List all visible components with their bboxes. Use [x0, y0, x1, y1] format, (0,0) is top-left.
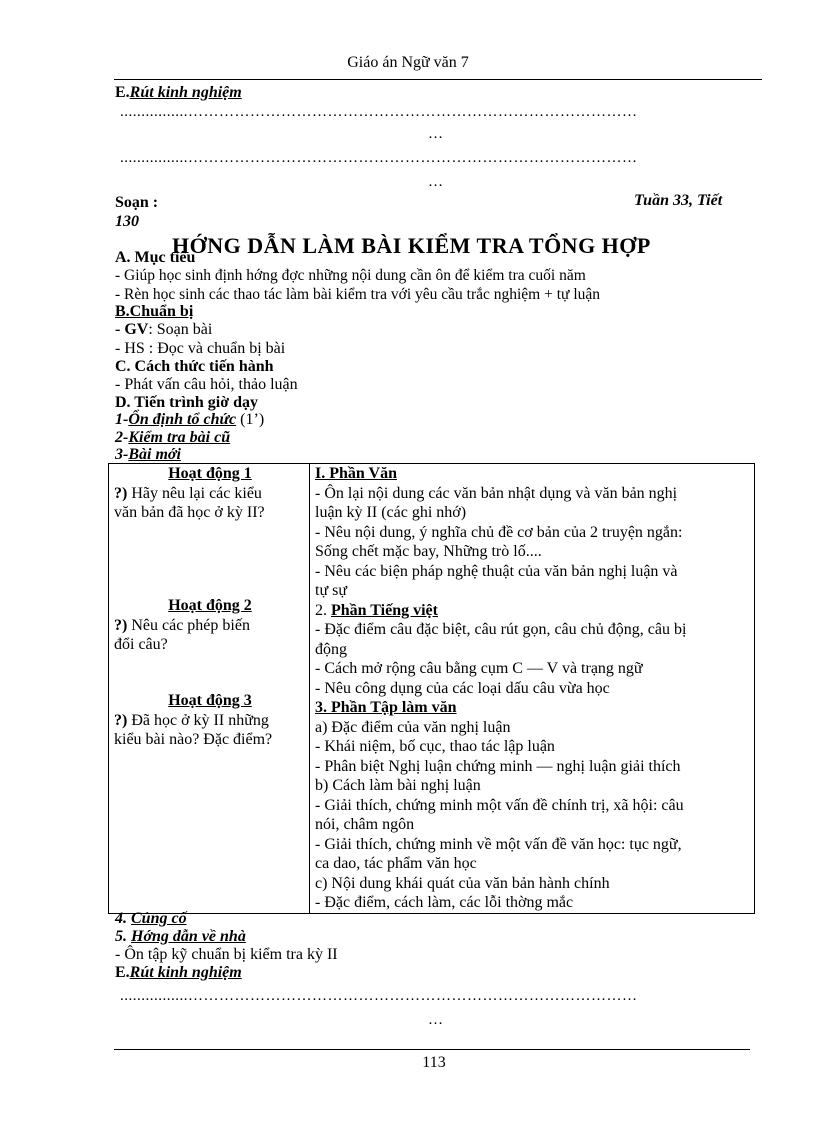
part-1-line-3: - Nêu nội dung, ý nghĩa chủ đề cơ bản của 2 truyện ngắn:: [315, 523, 683, 541]
activity-1-question-line-2: văn bản đã học ở kỳ II?: [114, 504, 265, 521]
activity-2-title: Hoạt động 2: [168, 597, 252, 614]
step-5: 5. Hớng dẫn về nhà: [115, 928, 246, 945]
lesson-title: HỚNG DẪN LÀM BÀI KIỂM TRA TỔNG HỢP: [172, 233, 651, 258]
bottom-dotline-end: …: [428, 1012, 444, 1028]
bottom-dotline: ................……………………………………………………………………………: [120, 988, 638, 1004]
activity-2-question-line-2: đổi câu?: [114, 636, 168, 653]
top-dotline-2-end: …: [428, 174, 444, 190]
step-4: 4. Củng cố: [115, 910, 187, 927]
top-e-letter: E.: [115, 84, 130, 101]
part-2-line-2: động: [315, 640, 347, 658]
top-e-heading: [115, 84, 242, 102]
soan-label: Soạn :: [115, 194, 159, 211]
step-1-text: Ổn định tổ chức: [128, 411, 237, 428]
part-3-line-7: - Giải thích, chứng minh về một vấn đề văn học: tục ngữ,: [315, 835, 682, 853]
step-2-text: Kiểm tra bài cũ: [128, 429, 231, 446]
part-3-line-9: c) Nội dung khái quát của văn bản hành chính: [315, 874, 610, 892]
activity-3-question-line-1: ?) Đã học ở kỳ II những: [114, 711, 269, 729]
activity-3-mark: ?): [114, 711, 128, 729]
step-1: [115, 411, 264, 429]
bottom-e-text: Rút kinh nghiệm: [129, 964, 242, 981]
header-rule: [114, 79, 762, 80]
part-1-line-1: - Ôn lại nội dung các văn bản nhật dụng và văn bản nghị: [315, 484, 678, 502]
page-number: 113: [422, 1054, 446, 1071]
week-info: Tuần 33, Tiết: [634, 192, 723, 209]
step-3: [115, 446, 181, 464]
section-b-hs: - HS : Đọc và chuẩn bị bài: [115, 340, 286, 357]
top-dotline-1: ................……………………………………………………………………………: [120, 104, 638, 120]
bottom-e-heading: E.Rút kinh nghiệm: [115, 964, 242, 981]
part-3-line-6: nói, châm ngôn: [315, 816, 415, 833]
content-cell: [310, 464, 755, 914]
activity-1-title: Hoạt động 1: [168, 465, 252, 482]
part-1-line-6: tự sự: [315, 582, 348, 599]
homework-item: - Ôn tập kỹ chuẩn bị kiểm tra kỳ II: [115, 946, 338, 963]
part-3-line-1: a) Đặc điểm của văn nghị luận: [315, 718, 511, 736]
top-dotline-2: ................……………………………………………………………………………: [120, 150, 638, 166]
step-5-text: Hớng dẫn về nhà: [131, 928, 246, 945]
activity-1-question-line-1: ?) Hãy nêu lại các kiểu: [114, 484, 262, 502]
part-1-line-2: luận kỳ II (các ghi nhớ): [315, 504, 467, 521]
section-b-heading: B.Chuẩn bị: [115, 303, 194, 320]
section-a-item-1: - Giúp học sinh định hớng đợc những nội dung cần ôn để kiểm tra cuối năm: [115, 267, 586, 284]
step-3-text: Bài mới: [128, 446, 181, 463]
part-1-line-4: Sống chết mặc bay, Những trò lố....: [315, 543, 542, 560]
part-2-line-3: - Cách mở rộng câu bằng cụm C — V và trạng ngữ: [315, 660, 643, 677]
gv-text: : Soạn bài: [148, 321, 213, 338]
part-3-line-10: - Đặc điểm, cách làm, các lỗi thờng mắc: [315, 894, 574, 911]
step-1-num: 1-: [115, 411, 129, 428]
top-dotline-1-end: …: [428, 126, 444, 142]
section-c-item: - Phát vấn câu hỏi, thảo luận: [115, 376, 298, 393]
step-4-text: Củng cố: [131, 910, 187, 927]
activity-2-mark: ?): [114, 616, 128, 634]
section-a-heading: A. Mục tiêu: [115, 249, 196, 266]
part-3-heading: 3. Phần Tập làm văn: [315, 699, 457, 716]
part-2-heading: 2. Phần Tiếng việt: [315, 601, 438, 619]
section-a-item-2: - Rèn học sinh các thao tác làm bài kiểm tra với yêu cầu trắc nghiệm + tự luận: [115, 286, 601, 303]
activity-1-mark: ?): [114, 484, 128, 502]
step-1-time: (1’): [240, 411, 265, 428]
gv-label: - GV: [115, 321, 149, 338]
footer-rule: [114, 1049, 750, 1050]
part-3-line-5: - Giải thích, chứng minh một vấn đề chính trị, xã hội: câu: [315, 796, 684, 814]
part-1-line-5: - Nêu các biện pháp nghệ thuật của văn bản nghị luận và: [315, 562, 678, 580]
part-3-line-2: - Khái niệm, bố cục, thao tác lập luận: [315, 738, 555, 755]
part-1-heading: I. Phần Văn: [315, 465, 397, 482]
part-3-line-8: ca dao, tác phẩm văn học: [315, 855, 477, 872]
section-b-gv: [115, 321, 212, 339]
part-2-line-1: - Đặc điểm câu đặc biệt, câu rút gọn, câu chủ động, câu bị: [315, 621, 687, 638]
step-2-num: 2-: [115, 429, 129, 446]
step-3-num: 3-: [115, 446, 129, 463]
top-e-text: Rút kinh nghiệm: [129, 84, 242, 101]
activity-3-title: Hoạt động 3: [168, 692, 252, 709]
running-header: Giáo án Ngữ văn 7: [347, 54, 469, 71]
activities-table: [108, 463, 755, 914]
step-2: [115, 429, 230, 447]
activity-3-question-line-2: kiểu bài nào? Đặc điểm?: [114, 731, 273, 748]
section-d-heading: D. Tiến trình giờ dạy: [115, 394, 258, 411]
activity-2-question-line-1: ?) Nêu các phép biến: [114, 616, 250, 634]
section-c-heading: C. Cách thức tiến hành: [115, 358, 274, 375]
teacher-activities-cell: [109, 464, 310, 914]
part-3-line-4: b) Cách làm bài nghị luận: [315, 777, 481, 794]
part-2-line-4: - Nêu công dụng của các loại dấu câu vừa học: [315, 679, 610, 697]
part-3-line-3: - Phân biệt Nghị luận chứng minh — nghị luận giải thích: [315, 757, 681, 775]
period-number: 130: [115, 213, 139, 230]
